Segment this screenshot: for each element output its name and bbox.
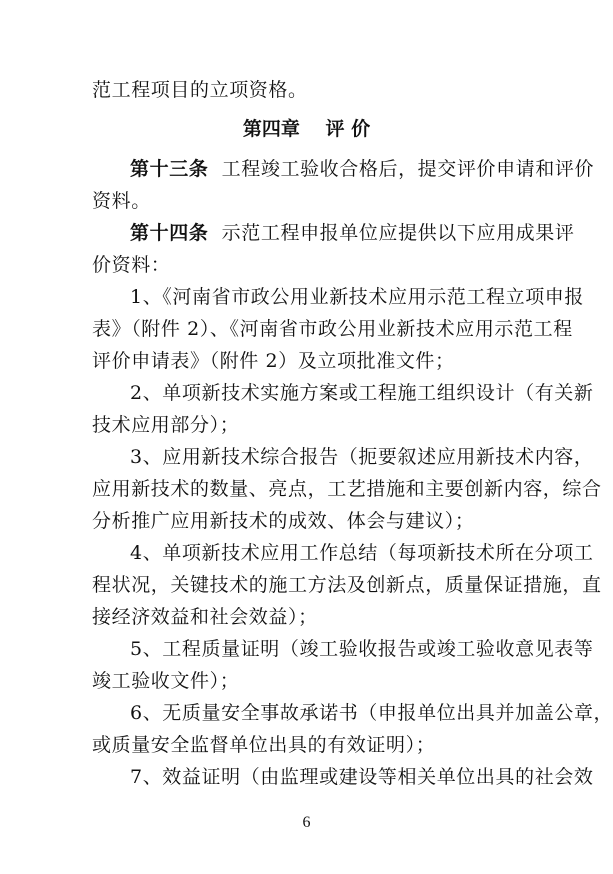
- item-7-line-1: 7、效益证明（由监理或建设等相关单位出具的社会效: [130, 766, 594, 788]
- item-4-line-2: 程状况，关键技术的施工方法及创新点，质量保证措施，直: [92, 574, 602, 596]
- item-3-line-2: 应用新技术的数量、亮点，工艺措施和主要创新内容，综合: [92, 478, 602, 500]
- item-3-line-1: 3、应用新技术综合报告（扼要叙述应用新技术内容，: [130, 446, 594, 468]
- page-number: 6: [302, 814, 311, 831]
- article-13-line-1: [130, 157, 595, 181]
- article-14-line-2: 价资料：: [92, 254, 171, 276]
- article-14-title: 第十四条: [130, 222, 209, 244]
- item-2-line-1: 2、单项新技术实施方案或工程施工组织设计（有关新: [130, 382, 594, 404]
- article-14-line-1: [130, 221, 575, 245]
- item-1-line-2: 表》（附件 2）、《河南省市政公用业新技术应用示范工程: [92, 318, 573, 340]
- item-1-line-1: 1、《河南省市政公用业新技术应用示范工程立项申报: [130, 286, 584, 308]
- item-1-line-3: 评价申请表》（附件 2）及立项批准文件；: [92, 350, 455, 372]
- article-13-line-2: 资料。: [92, 190, 151, 212]
- article-13-title: 第十三条: [130, 158, 209, 180]
- item-2-line-2: 技术应用部分）；: [92, 414, 240, 436]
- article-14-text: 示范工程申报单位应提供以下应用成果评: [208, 222, 575, 244]
- item-5-line-1: 5、工程质量证明（竣工验收报告或竣工验收意见表等: [130, 638, 594, 660]
- item-3-line-3: 分析推广应用新技术的成效、体会与建议）；: [92, 510, 475, 532]
- item-6-line-1: 6、无质量安全事故承诺书（申报单位出具并加盖公章，: [130, 702, 613, 724]
- text-line-1: 范工程项目的立项资格。: [92, 79, 308, 101]
- item-6-line-2: 或质量安全监督单位出具的有效证明）；: [92, 734, 436, 756]
- article-13-text: 工程竣工验收合格后，提交评价申请和评价: [208, 158, 595, 180]
- item-5-line-2: 竣工验收文件）；: [92, 670, 240, 692]
- chapter-heading: 第四章 评 价: [242, 118, 371, 140]
- item-4-line-3: 接经济效益和社会效益）；: [92, 606, 318, 628]
- item-4-line-1: 4、单项新技术应用工作总结（每项新技术所在分项工: [130, 542, 594, 564]
